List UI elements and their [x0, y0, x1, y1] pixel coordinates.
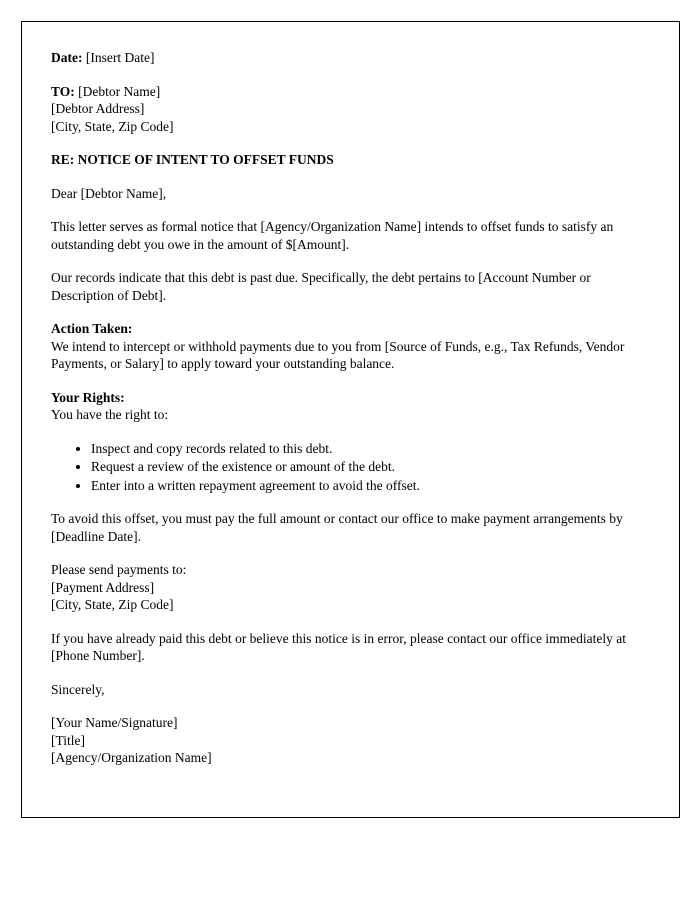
to-line — [51, 83, 651, 101]
rights-list-item: • Inspect and copy records related to this debt. — [91, 440, 651, 458]
your-rights-label: Your Rights: — [51, 389, 125, 405]
to-label: TO: — [51, 83, 75, 99]
paragraph-records: Our records indicate that this debt is past due. Specifically, the debt pertains to [Account Number or Description of Debt]. — [51, 270, 591, 303]
paragraph-error-contact: If you have already paid this debt or believe this notice is in error, please contact our office immediately at [Phone Number]. — [51, 630, 627, 663]
rights-list-item: • Request a review of the existence or amount of the debt. — [91, 458, 651, 476]
to-value: [Debtor Name] — [74, 83, 161, 99]
payments-intro: Please send payments to: — [51, 562, 187, 577]
your-rights-intro: You have the right to: — [51, 407, 169, 422]
signature-title: [Title] — [51, 732, 86, 748]
payment-address-line1: [Payment Address] — [51, 579, 155, 595]
signature-organization: [Agency/Organization Name] — [51, 750, 212, 765]
paragraph-notice: This letter serves as formal notice that [Agency/Organization Name] intends to offset funds to satisfy an outstanding debt you owe in the amount of $[Amount]. — [51, 219, 614, 252]
action-taken-label: Action Taken: — [51, 321, 133, 336]
payment-address-line2: [City, State, Zip Code] — [51, 597, 174, 612]
closing: Sincerely, — [51, 681, 105, 697]
date-label: Date: — [51, 50, 83, 65]
paragraph-avoid-offset: To avoid this offset, you must pay the full amount or contact our office to make payment arrangements by [Deadline Date]. — [51, 511, 623, 544]
debtor-address-line2: [City, State, Zip Code] — [51, 118, 174, 134]
signature-name: [Your Name/Signature] — [51, 715, 178, 730]
letter-body — [21, 21, 680, 818]
date-line — [51, 49, 651, 67]
rights-list-item: • Enter into a written repayment agreement to avoid the offset. — [91, 477, 651, 495]
salutation: Dear [Debtor Name], — [51, 185, 167, 201]
subject-line: RE: NOTICE OF INTENT TO OFFSET FUNDS — [51, 152, 334, 167]
date-value: [Insert Date] — [82, 50, 155, 65]
action-taken-body: We intend to intercept or withhold payments due to you from [Source of Funds, e.g., Tax Refunds, Vendor Payments, or Salary] to apply toward your outstanding balance. — [51, 338, 625, 371]
debtor-address-line1: [Debtor Address] — [51, 101, 145, 116]
rights-list — [73, 440, 651, 495]
